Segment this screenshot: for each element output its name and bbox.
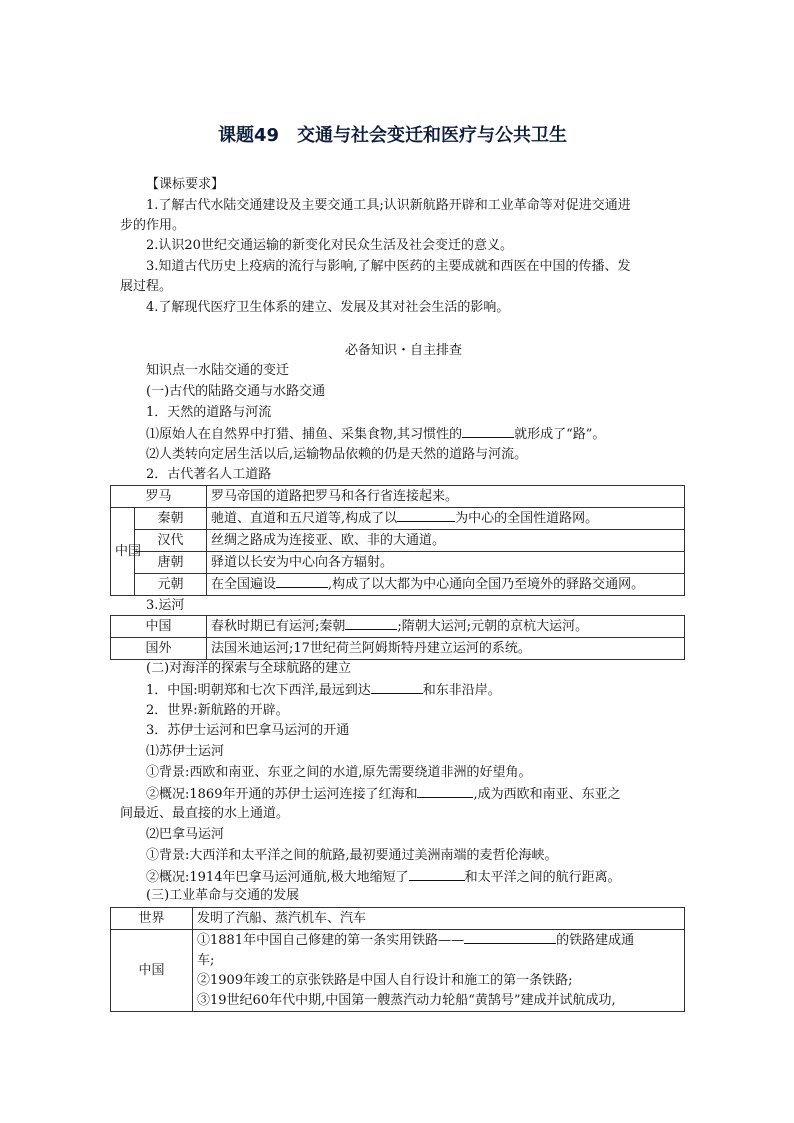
suez-ov-post: ,成为西欧和南亚、东亚之 xyxy=(473,787,621,802)
china-item-1-cont: 车; xyxy=(197,953,215,968)
canal-foreign-text: 法国米迪运河;17世纪荷兰阿姆斯特丹建立运河的系统。 xyxy=(207,638,685,660)
table-row xyxy=(111,552,685,574)
kebiao-item-2: 2.认识20世纪交通运输的新变化对民众生活及社会变迁的意义。 xyxy=(146,238,513,253)
qin-label: 秦朝 xyxy=(135,508,207,530)
table-row xyxy=(111,574,685,596)
panama-ov-pre: ②概况:1914年巴拿马运河通航,极大地缩短了 xyxy=(146,870,409,885)
canal-foreign-label: 国外 xyxy=(111,638,207,660)
rome-label: 罗马 xyxy=(111,486,207,508)
table-row xyxy=(111,908,685,930)
industrial-china-text xyxy=(193,930,685,1012)
china-item-3: ③19世纪60年代中期,中国第一艘蒸汽动力轮船“黄鹄号”建成并试航成功, xyxy=(197,993,616,1008)
canals-table xyxy=(110,615,685,660)
s2-point-3: 3．苏伊士运河和巴拿马运河的开通 xyxy=(146,723,350,738)
canal-china-post: ;隋朝大运河;元朝的京杭大运河。 xyxy=(397,619,589,634)
table-row xyxy=(111,638,685,660)
yuan-pre: 在全国遍设 xyxy=(211,577,277,592)
table-row xyxy=(111,616,685,638)
panama-title: ⑵巴拿马运河 xyxy=(146,827,225,842)
suez-title: ⑴苏伊士运河 xyxy=(146,744,225,759)
panama-background: ①背景:大西洋和太平洋之间的航路,最初要通过美洲南端的麦哲伦海峡。 xyxy=(146,848,558,863)
tang-label: 唐朝 xyxy=(135,552,207,574)
knowledge-point-1: 知识点一水陆交通的变迁 xyxy=(146,363,290,378)
fill-blank[interactable] xyxy=(397,508,455,522)
suez-overview xyxy=(146,784,621,805)
world-text: 发明了汽船、蒸汽机车、汽车 xyxy=(193,908,685,930)
suez-overview-cont: 间最近、最直接的水上通道。 xyxy=(120,806,290,821)
section-title: 必备知识・自主排查 xyxy=(345,343,463,358)
point-3-title: 3.运河 xyxy=(146,598,185,613)
yuan-post: ,构成了以大都为中心通向全国乃至境外的驿路交通网。 xyxy=(328,577,645,592)
qin-text xyxy=(207,508,685,530)
yuan-text xyxy=(207,574,685,596)
kebiao-item-4: 4.了解现代医疗卫生体系的建立、发展及其对社会生活的影响。 xyxy=(146,300,510,315)
table-row xyxy=(111,530,685,552)
point-1-a-pre: ⑴原始人在自然界中打猎、捕鱼、采集食物,其习惯性的 xyxy=(146,427,463,442)
suez-background: ①背景:西欧和南亚、东亚之间的水道,原先需要绕道非洲的好望角。 xyxy=(146,765,532,780)
industrial-table xyxy=(110,907,685,1012)
kebiao-item-3-cont: 展过程。 xyxy=(120,279,173,294)
s2-point-2: 2．世界:新航路的开辟。 xyxy=(146,703,289,718)
china-item-1 xyxy=(197,930,680,951)
roads-table xyxy=(110,485,685,596)
s2-p1-pre: 1．中国:明朝郑和七次下西洋,最远到达 xyxy=(146,683,371,698)
fill-blank[interactable] xyxy=(345,616,397,630)
industrial-china-label: 中国 xyxy=(111,930,193,1012)
s2-p1-post: 和东非沿岸。 xyxy=(422,683,501,698)
kebiao-item-3: 3.知道古代历史上疫病的流行与影响,了解中医药的主要成就和西医在中国的传播、发 xyxy=(146,259,631,274)
yuan-label: 元朝 xyxy=(135,574,207,596)
panama-ov-post: 和太平洋之间的航行距离。 xyxy=(464,870,621,885)
kebiao-item-1-cont: 步的作用。 xyxy=(120,218,186,233)
canal-china-pre: 春秋时期已有运河;秦朝 xyxy=(211,619,346,634)
canal-china-text xyxy=(207,616,685,638)
subsection-3-heading: (三)工业革命与交通的发展 xyxy=(146,888,300,903)
point-2-title: 2．古代著名人工道路 xyxy=(146,467,272,482)
tang-text: 驿道以长安为中心向各方辐射。 xyxy=(207,552,685,574)
s2-point-1 xyxy=(146,680,501,701)
china-item-1-post: 的铁路建成通 xyxy=(556,933,635,948)
china-item-2: ②1909年竣工的京张铁路是中国人自行设计和施工的第一条铁路; xyxy=(197,973,573,988)
fill-blank[interactable] xyxy=(464,930,556,944)
point-1-b: ⑵人类转向定居生活以后,运输物品依赖的仍是天然的道路与河流。 xyxy=(146,447,528,462)
fill-blank[interactable] xyxy=(276,574,328,588)
han-text: 丝绸之路成为连接亚、欧、非的大通道。 xyxy=(207,530,685,552)
fill-blank[interactable] xyxy=(462,424,514,438)
china-label: 中国 xyxy=(111,508,135,596)
canal-china-label: 中国 xyxy=(111,616,207,638)
kebiao-item-1: 1.了解古代水陆交通建设及主要交通工具;认识新航路开辟和工业革命等对促进交通进 xyxy=(146,198,631,213)
qin-pre: 驰道、直道和五尺道等,构成了以 xyxy=(211,511,398,526)
han-label: 汉代 xyxy=(135,530,207,552)
table-row xyxy=(111,930,685,1012)
point-1-a-post: 就形成了“路”。 xyxy=(514,427,606,442)
subsection-1-heading: (一)古代的陆路交通与水路交通 xyxy=(146,384,326,399)
suez-ov-pre: ②概况:1869年开通的苏伊士运河连接了红海和 xyxy=(146,787,418,802)
fill-blank[interactable] xyxy=(409,867,465,881)
rome-text: 罗马帝国的道路把罗马和各行省连接起来。 xyxy=(207,486,685,508)
china-item-1-pre: ①1881年中国自己修建的第一条实用铁路—— xyxy=(197,933,465,948)
point-1-title: 1．天然的道路与河流 xyxy=(146,405,272,420)
world-label: 世界 xyxy=(111,908,193,930)
table-row xyxy=(111,508,685,530)
qin-post: 为中心的全国性道路网。 xyxy=(455,511,599,526)
kebiao-heading: 【课标要求】 xyxy=(146,177,225,192)
fill-blank[interactable] xyxy=(371,680,423,694)
panama-overview xyxy=(146,867,621,888)
page-title: 课题49 交通与社会变迁和医疗与公共卫生 xyxy=(218,125,568,146)
point-1-a xyxy=(146,424,605,445)
subsection-2-heading: (二)对海洋的探索与全球航路的建立 xyxy=(146,661,352,676)
table-row xyxy=(111,486,685,508)
fill-blank[interactable] xyxy=(417,784,473,798)
